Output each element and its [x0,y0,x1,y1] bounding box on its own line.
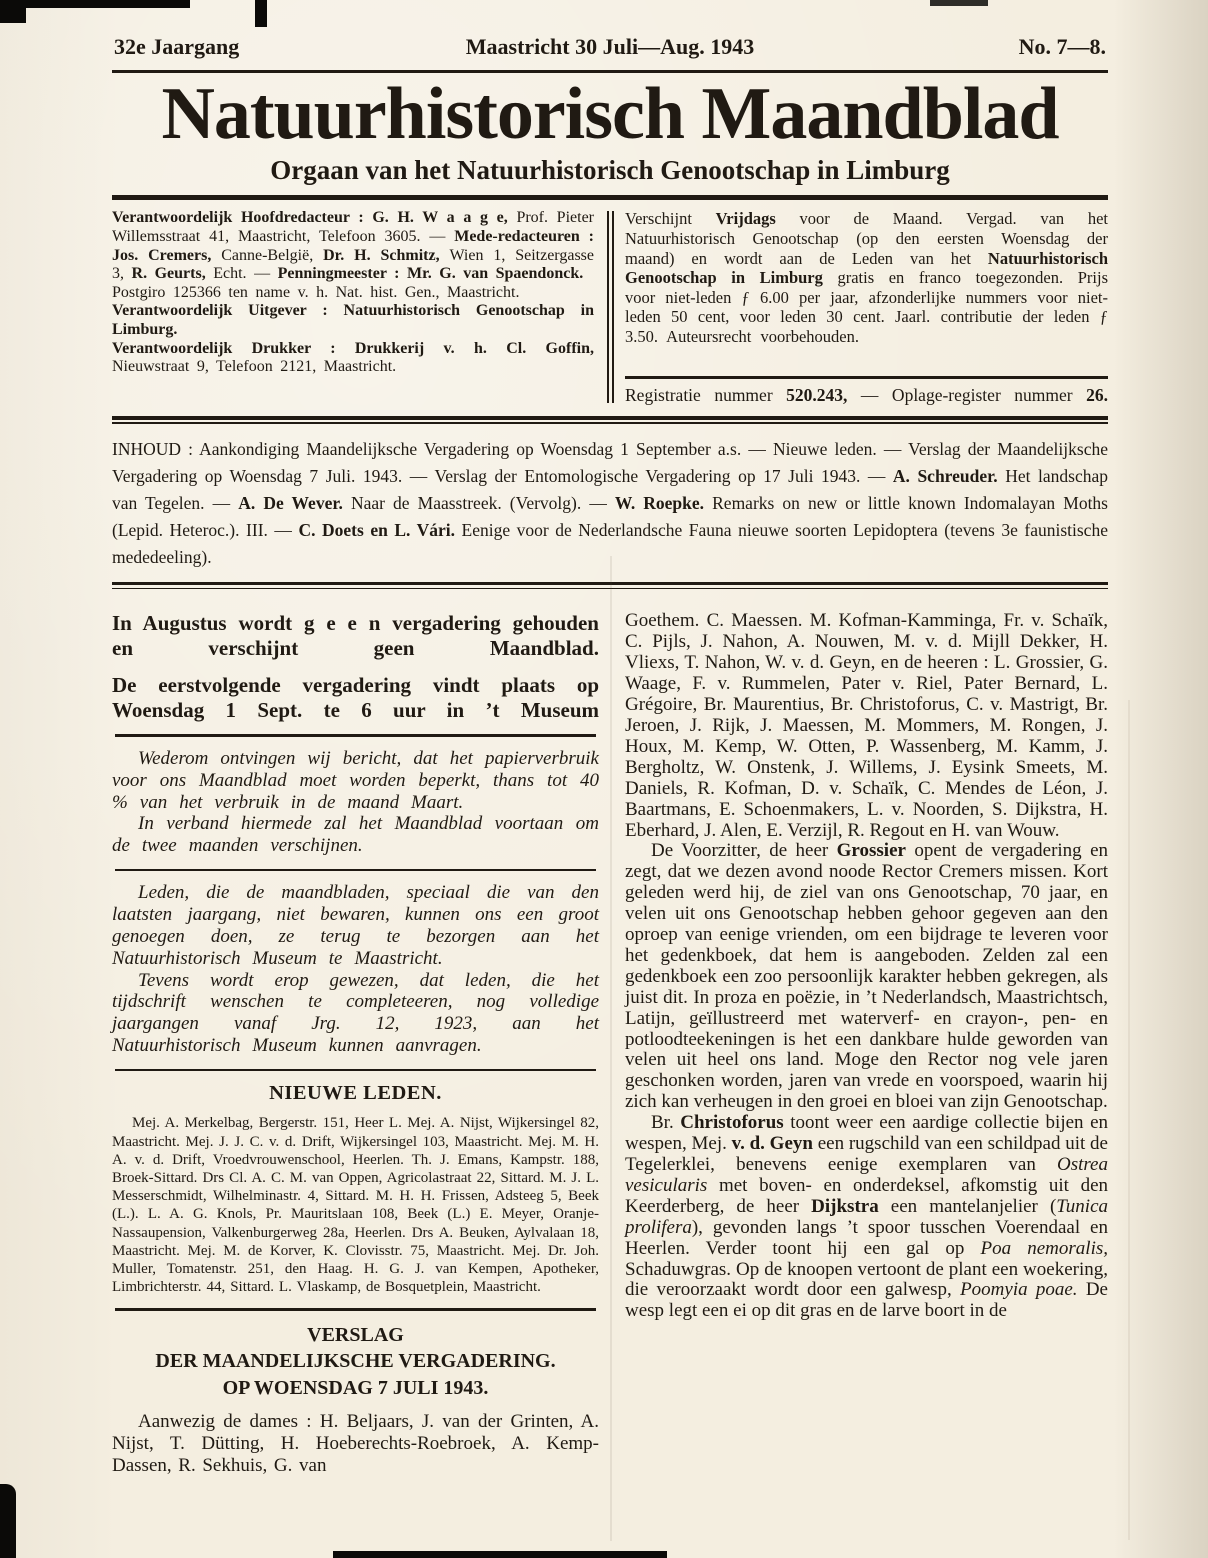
new-members-heading: NIEUWE LEDEN. [269,1082,442,1105]
publisher-paragraph: Verantwoordelijk Uitgever : Natuurhistorisch Genootschap in Limburg. [112,302,594,338]
report-heading-line3: OP WOENSDAG 7 JULI 1943. [222,1376,489,1399]
exhibits-paragraph: Br. Christoforus toont weer een aardige collectie bijen en wespen, Mej. v. d. Geyn een rugschild van een schildpad uit de Tegelerklei, benevens eenige exemplaren van Ostrea vesicularis met boven- en onderdeksel, afkomstig uit den Keerderberg, de heer Dijkstra een mantelanjelier (Tunica prolifera), gevonden langs ’t spoor tusschen Voerendaal en Heerlen. Verder toont hij een gal op Poa nemoralis, Schaduwgras. Op de knoopen vertoont de plant een woekering, die veroorzaakt wordt door een galwesp, Poomyia poae. De wesp legt een ei op dit gras en de larve boort in de [625,1112,1109,1322]
attendees-paragraph: Aanwezig de dames : H. Beljaars, J. van der Grinten, A. Nijst, T. Dütting, H. Hoeberechts-Roebroek, A. Kemp-Dassen, R. Sekhuis, G. van [112,1411,599,1477]
scan-artifact-top-left-corner [0,0,26,23]
report-heading [112,1322,599,1402]
registration-block [625,376,1108,405]
announcement-no-meeting: In Augustus wordt g e e n vergadering gehouden en verschijnt geen Maandblad. [112,611,599,660]
chairman-paragraph: De Voorzitter, de heer Grossier opent de vergadering en zegt, dat we dezen avond noode Rector Cremers missen. Kort geleden werd hij, de ziel van ons Genootschap, 70 jaar, en velen uit ons Genootschap hebben gehoor gegeven aan den oproep van eenige vrienden, om een bijdrage te leveren voor het gedenkboek, dat hem is aangeboden. Zelden zal een gedenkboek een zoo persoonlijk karakter hebben gekregen, als juist dit. In proza en poëzie, in ’t Nederlandsch, Maastrichtsch, Latijn, geïllustreerd met waterverf- en crayon-, pen- en potloodteekeningen is het een dankbare hulde geworden van velen uit heel ons land. Moge den Rector nog vele jaren geschonken worden, jaren van vrede en voorspoed, waarin hij zich kan verheugen in den groei en bloei van zijn Genootschap. [625,840,1108,1113]
report-heading-line1: VERSLAG [307,1323,404,1346]
registration-line: Registratie nummer 520.243, — Oplage-register nummer 26. [625,384,1108,405]
column-rule [115,1069,596,1072]
scan-artifact-top-middle [930,0,988,6]
colophon-editorial [112,209,594,405]
editors-paragraph: Verantwoordelijk Hoofdredacteur : G. H. W a a g e, Prof. Pieter Willemsstraat 41, Maastricht, Telefoon 3605. — Mede-redacteuren : Jos. Cremers, Canne-België, Dr. H. Schmitz, Wien 1, Seitzergasse 3, R. Geurts, Echt. — Penningmeester : Mr. G. van Spaendonck. [112,209,595,283]
column-rule [115,869,596,872]
complete-notice: Tevens wordt erop gewezen, dat leden, die het tijdschrift wenschen te completeeren, nog volledige jaargangen vanaf Jrg. 12, 1923, aan het Natuurhistorisch Museum kunnen aanvragen. [112,969,599,1056]
postgiro-line: Postgiro 125366 ten name v. h. Nat. hist. Gen., Maastricht. [112,283,520,301]
left-column [112,611,599,1477]
attendees-continued: Goethem. C. Maessen. M. Kofman-Kamminga, Fr. v. Schaïk, C. Pijls, J. Nahon, A. Nouwen, M. v. d. Mijll Dekker, H. Vliexs, T. Nahon, W. v. d. Geyn, en de heeren : L. Grossier, G. Waage, F. v. Rummelen, Pater v. Riel, Pater Bernard, L. Grégoire, Br. Maurentius, Br. Christoforus, C. v. Mastrigt, Br. Jeroen, J. Rijk, J. Maessen, M. Mommers, M. Rongen, J. Houx, M. Kemp, W. Otten, P. Wassenberg, M. Kamm, J. Bergholtz, W. Onstenk, J. Willems, J. Eysink Smeets, M. Daniels, R. Kofman, D. v. Schaïk, C. Mendes de Léon, J. Baartmans, E. Schoenmakers, L. v. Noorden, S. Dijkstra, H. Eberhard, J. Alen, E. Verzijl, R. Regout en H. van Wouw. [625,610,1108,841]
column-rule [115,734,596,737]
return-notice: Leden, die de maandbladen, speciaal die van den laatsten jaargang, niet bewaren, kunnen ons een groot genoegen doen, ze terug te bezorgen aan het Natuurhistorisch Museum te Maastricht. [112,882,599,969]
contents-paragraph: INHOUD : Aankondiging Maandelijksche Vergadering op Woensdag 1 September a.s. — Nieuwe leden. — Verslag der Maandelijksche Vergadering op Woensdag 7 Juli. 1943. — Verslag der Entomologische Vergadering op 17 Juli 1943. — A. Schreuder. Het landschap van Tegelen. — A. De Wever. Naar de Maasstreek. (Vervolg). — W. Roepke. Remarks on new or little known Indomalayan Moths (Lepid. Heteroc.). III. — C. Doets en L. Vári. Eenige voor de Nederlandsche Fauna nieuwe soorten Lepidoptera (tevens 3e faunistische mededeeling). [112,438,1108,567]
rule-line [112,422,1108,424]
scan-artifact-top-left [0,0,190,8]
scan-artifact-bottom-left [0,1484,16,1558]
schedule-notice: In verband hiermede zal het Maandblad voortaan om de twee maanden verschijnen. [112,813,599,857]
issue-date: Maastricht 30 Juli—Aug. 1943 [465,34,755,59]
subtitle-rule [112,195,1108,200]
journal-subtitle: Orgaan van het Natuurhistorisch Genootschap in Limburg [270,155,950,186]
registration-rule [625,376,1108,379]
right-column [625,611,1108,1477]
table-of-contents [112,436,1108,571]
page-header [112,34,1108,200]
volume-label: 32e Jaargang [114,34,240,59]
scan-artifact-top-tick [255,0,267,27]
issue-number: No. 7—8. [1018,34,1106,59]
column-crease [610,556,612,1541]
column-rule [115,1308,596,1311]
divider-above-contents [112,416,1108,424]
issue-row [112,34,1108,60]
page-edge-shadow [1128,700,1130,1540]
publication-info-paragraph: Verschijnt Vrijdags voor de Maand. Vergad. van het Natuurhistorisch Genootschap (op den eersten Woensdag der maand) en wordt aan de Leden van het Natuurhistorisch Genootschap in Limburg gratis en franco toegezonden. Prijs voor niet-leden ƒ 6.00 per jaar, afzonderlijke nummers voor niet-leden 50 cent, voor leden 30 cent. Jaarl. contributie der leden ƒ 3.50. Auteursrecht voorbehouden. [625,209,1108,346]
rule-line [112,416,1108,420]
paper-notice: Wederom ontvingen wij bericht, dat het papierverbruik voor ons Maandblad moet worden beperkt, thans tot 40 % van het verbruik in de maand Maart. [112,747,599,813]
journal-title: Natuurhistorisch Maandblad [161,73,1059,155]
scan-artifact-bottom-bar [333,1551,667,1558]
colophon-divider [607,211,614,403]
report-heading-line2: DER MAANDELIJKSCHE VERGADERING. [155,1350,556,1373]
announcement-next-meeting: De eerstvolgende vergadering vindt plaats op Woensdag 1 Sept. te 6 uur in ’t Museum [112,673,599,722]
colophon [112,209,1108,405]
printer-paragraph: Verantwoordelijk Drukker : Drukkerij v. h. Cl. Goffin, Nieuwstraat 9, Telefoon 2121, Maastricht. [112,339,594,376]
colophon-publication [625,209,1108,405]
new-members-list: Mej. A. Merkelbag, Bergerstr. 151, Heer L. Mej. A. Nijst, Wijkersingel 82, Maastricht. Mej. J. J. C. v. d. Drift, Wijkersingel 103, Maastricht. Mej. M. H. A. v. d. Drift, Vroedvrouwenschool, Heerlen. Th. J. Emans, Kampstr. 188, Broek-Sittard. Drs Cl. A. C. M. van Oppen, Agricolastraat 22, Sittard. M. J. L. Messerschmidt, Wilhelminastr. 4, Sittard. M. H. H. Frissen, Adsteeg 5, Beek (L.). L. A. G. Knols, Pr. Mauritslaan 108, Beek (L.) E. Meyer, Oranje-Nassaupension, Valkenburgerweg 28a, Heerlen. Drs A. Beuken, Aylvalaan 18, Maastricht. Mej. M. de Korver, K. Clovisstr. 75, Maastricht. Mej. Dr. Joh. Muller, Tomatenstr. 251, den Haag. H. G. J. van Kempen, Apotheker, Limbrichterstr. 44, Sittard. L. Vlaskamp, de Bosquetplein, Maastricht. [112,1115,599,1296]
